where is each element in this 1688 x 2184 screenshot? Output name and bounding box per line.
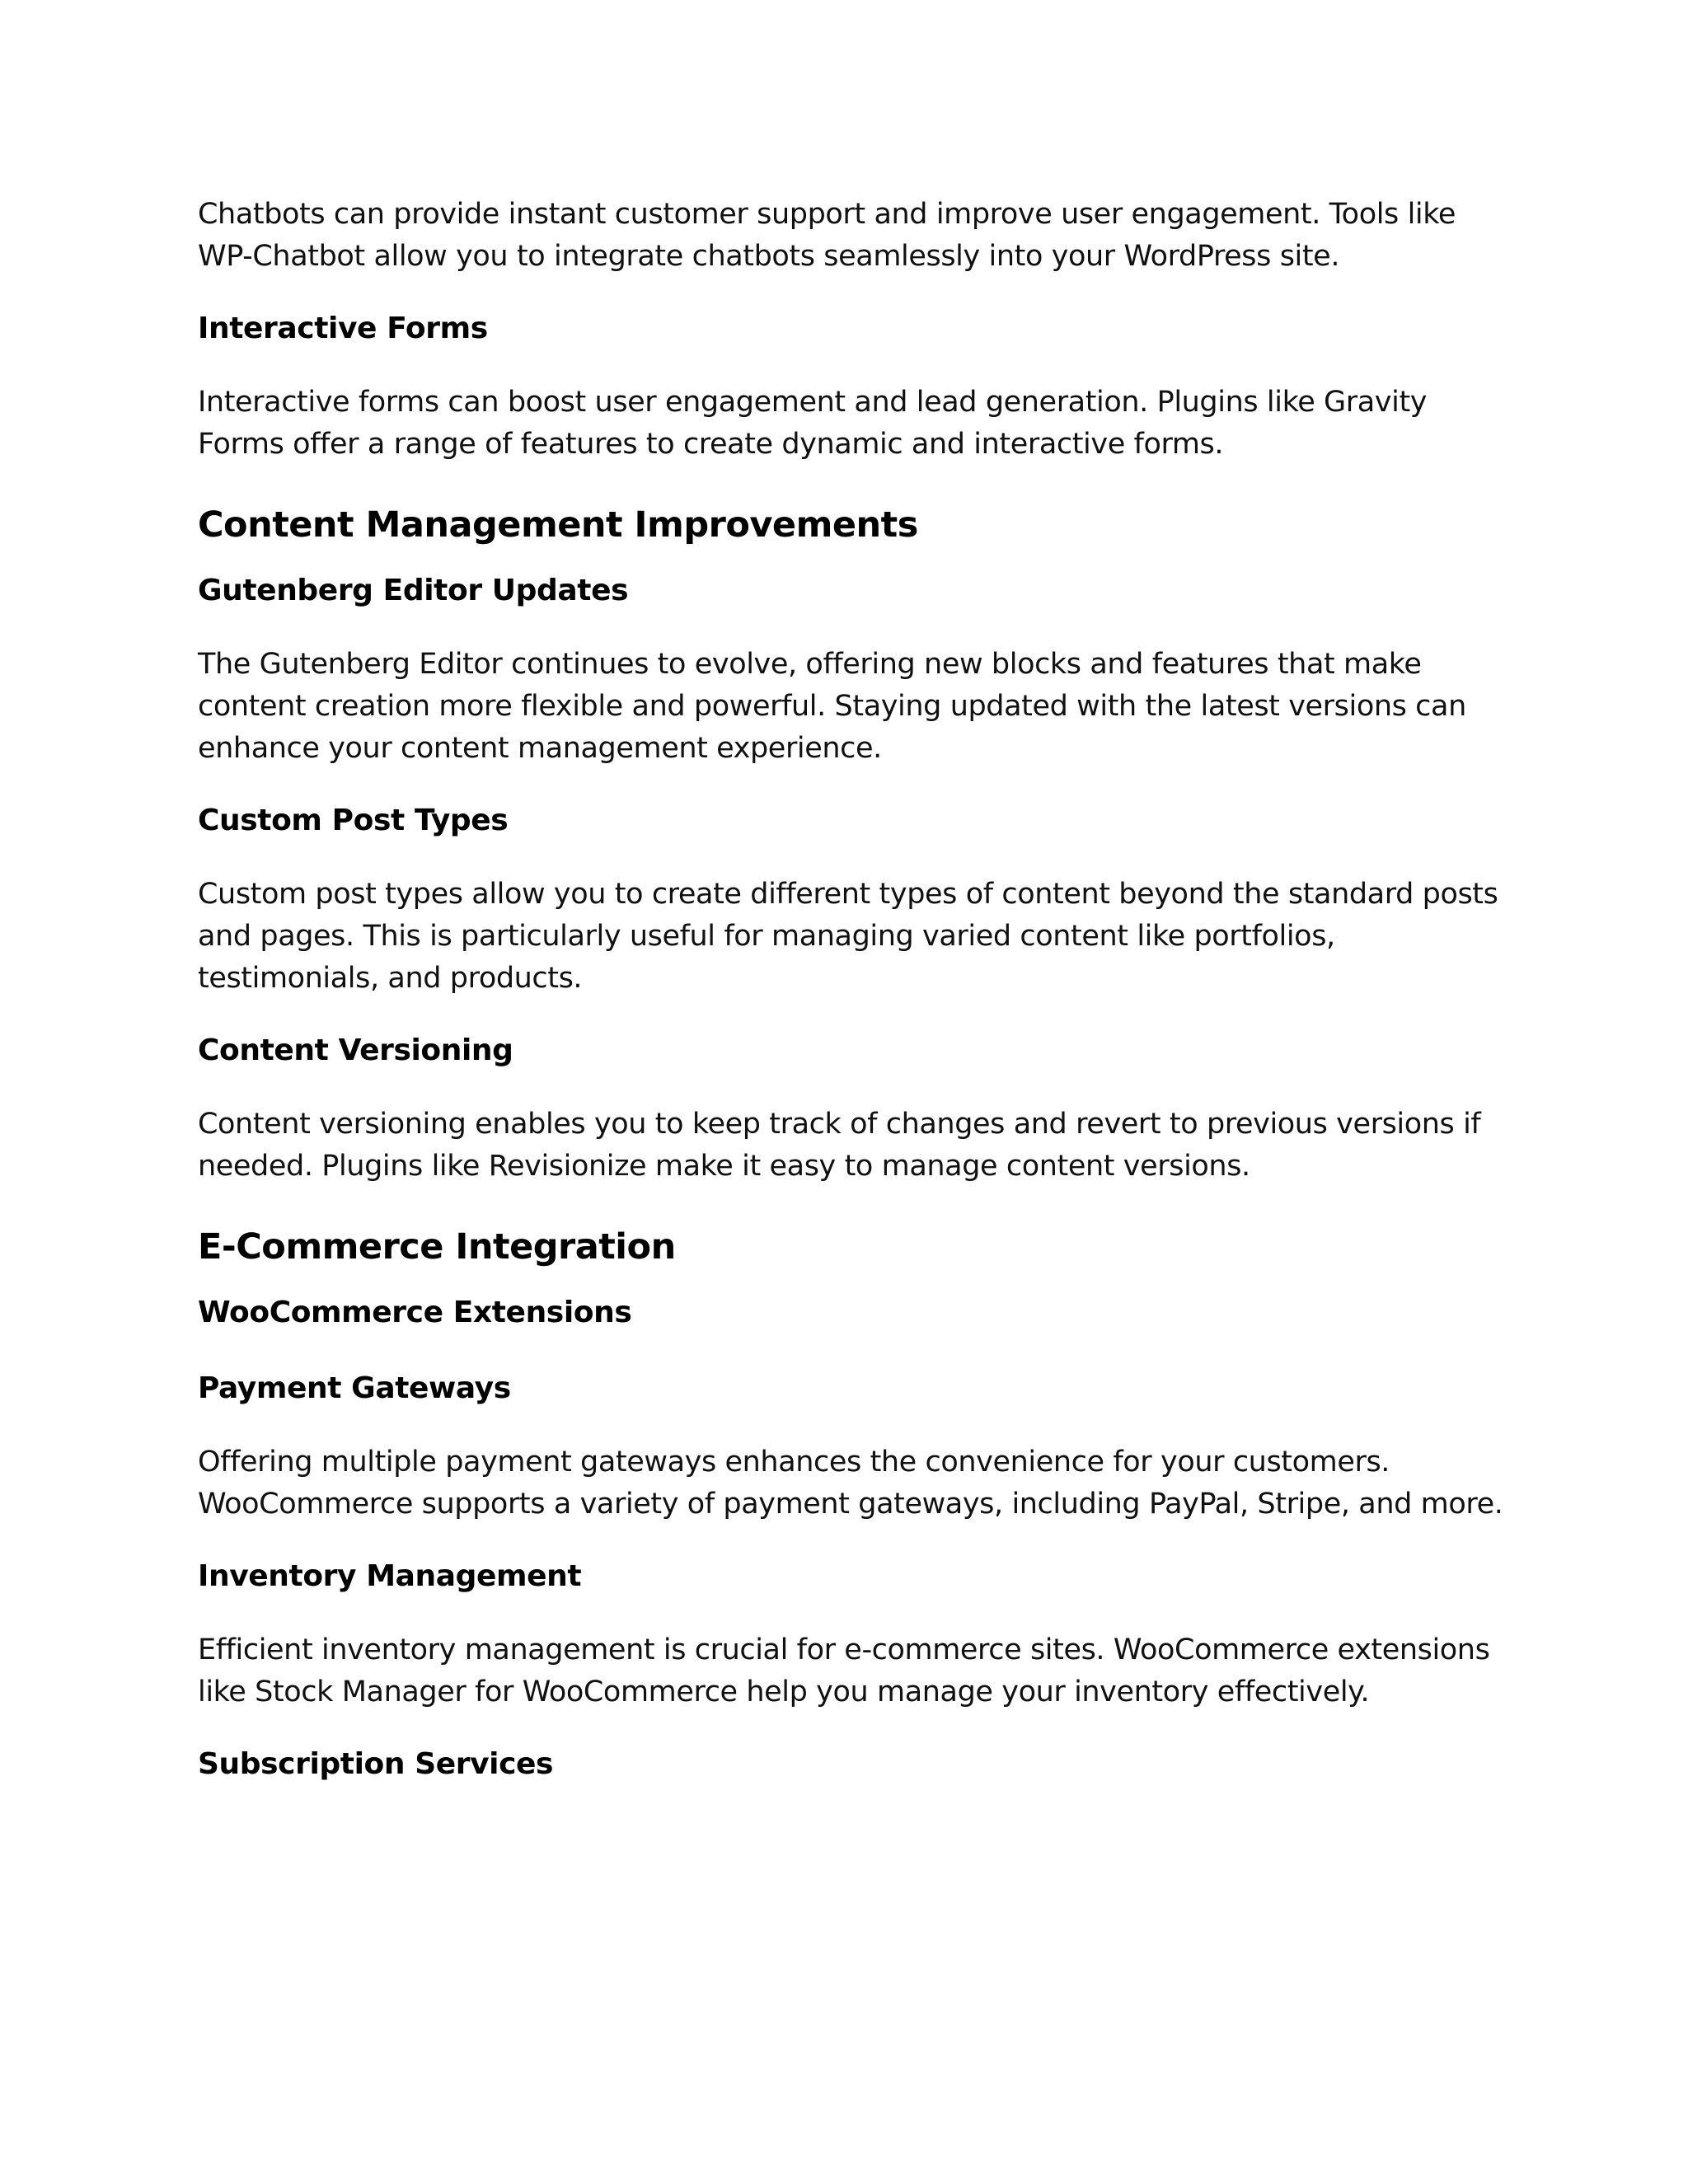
payment-gateways-heading: Payment Gateways [198, 1371, 511, 1405]
content-versioning-heading: Content Versioning [198, 1033, 513, 1067]
ecommerce-heading: E-Commerce Integration [198, 1226, 676, 1268]
inventory-management-paragraph: Efficient inventory management is crucial for e-commerce sites. WooCommerce extensions like Stock Manager for WooCommerce help you manage your inventory effectively. [198, 1633, 1490, 1708]
interactive-forms-paragraph: Interactive forms can boost user engagement and lead generation. Plugins like Gravity Forms offer a range of features to create dynamic and interactive forms. [198, 386, 1428, 461]
custom-post-types-heading: Custom Post Types [198, 804, 509, 837]
custom-post-types-paragraph: Custom post types allow you to create different types of content beyond the standard posts and pages. This is particularly useful for managing varied content like portfolios, testimonials, and products. [198, 878, 1498, 995]
subscription-services-heading: Subscription Services [198, 1747, 554, 1781]
interactive-forms-heading: Interactive Forms [198, 312, 488, 345]
inventory-management-heading: Inventory Management [198, 1559, 582, 1593]
gutenberg-paragraph: The Gutenberg Editor continues to evolve, offering new blocks and features that make content creation more flexible and powerful. Staying updated with the latest versions can enhance your content management experience. [198, 648, 1466, 765]
document-page [198, 194, 1517, 1783]
chatbots-paragraph: Chatbots can provide instant customer support and improve user engagement. Tools like WP-Chatbot allow you to integrate chatbots seamlessly into your WordPress site. [198, 198, 1456, 273]
payment-gateways-paragraph: Offering multiple payment gateways enhances the convenience for your customers. WooCommerce supports a variety of payment gateways, including PayPal, Stripe, and more. [198, 1446, 1503, 1521]
woocommerce-extensions-heading: WooCommerce Extensions [198, 1296, 632, 1329]
content-management-heading: Content Management Improvements [198, 504, 918, 546]
content-versioning-paragraph: Content versioning enables you to keep track of changes and revert to previous versions if needed. Plugins like Revisionize make it easy to manage content versions. [198, 1108, 1481, 1183]
gutenberg-heading: Gutenberg Editor Updates [198, 574, 629, 607]
